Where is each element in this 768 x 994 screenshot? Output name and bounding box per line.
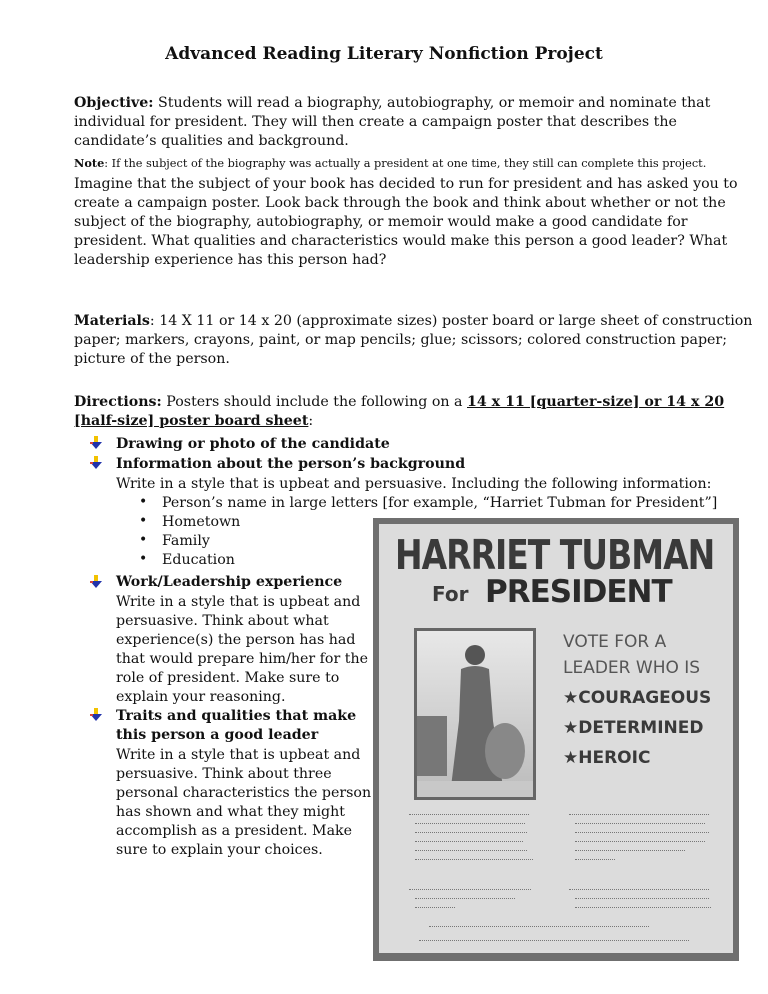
arrow-down-bullet-icon [89, 575, 103, 589]
item-heading: Traits and qualities that make [116, 708, 357, 724]
item-heading: Work/Leadership experience [116, 574, 343, 590]
bullet-icon: • [139, 494, 148, 510]
item-text: Write in a style that is upbeat and [116, 594, 361, 610]
bullet-icon: • [139, 532, 148, 548]
arrow-down-bullet-icon [89, 708, 103, 722]
imagine-line: Imagine that the subject of your book has decided to run for president and has asked you to [74, 176, 738, 192]
item-text: explain your reasoning. [116, 689, 286, 705]
sub-bullet: Person’s name in large letters [for example, “Harriet Tubman for President”] [162, 495, 718, 511]
item-text: that would prepare him/her for the [116, 651, 369, 667]
imagine-line: create a campaign poster. Look back through the book and think about whether or not the [74, 195, 726, 211]
item-text: persuasive. Think about what [116, 613, 329, 629]
poster-headline: HARRIET TUBMAN [395, 530, 715, 579]
item-text: sure to explain your choices. [116, 842, 323, 858]
sub-bullet: Hometown [162, 514, 241, 530]
imagine-line: president. What qualities and characteristics would make this person a good leader? What [74, 233, 728, 249]
imagine-line: leadership experience has this person had? [74, 252, 387, 268]
imagine-line: subject of the biography, autobiography, or memoir would make a good candidate for [74, 214, 688, 230]
arrow-down-bullet-icon [89, 436, 103, 450]
materials-line: picture of the person. [74, 351, 230, 367]
poster-trait: ★DETERMINED [563, 718, 704, 738]
star-icon: ★ [563, 688, 579, 708]
objective-line: Objective: Students will read a biography, autobiography, or memoir and nominate that [74, 95, 711, 111]
directions-line: Directions: Posters should include the following on a 14 x 11 [quarter-size] or 14 x 20 [74, 394, 725, 410]
poster-trait: ★HEROIC [563, 748, 651, 768]
materials-line: Materials: 14 X 11 or 14 x 20 (approximate sizes) poster board or large sheet of construction [74, 313, 753, 329]
star-icon: ★ [563, 748, 579, 768]
item-text: role of president. Make sure to [116, 670, 340, 686]
directions-line: [half-size] poster board sheet: [74, 413, 314, 429]
star-icon: ★ [563, 718, 579, 738]
item-heading: this person a good leader [116, 727, 319, 743]
campaign-poster-image [373, 518, 739, 961]
item-text: accomplish as a president. Make [116, 823, 353, 839]
poster-president: PRESIDENT [485, 574, 672, 610]
item-text: experience(s) the person has had [116, 632, 356, 648]
page-title: Advanced Reading Literary Nonfiction Project [165, 44, 603, 64]
item-heading: Drawing or photo of the candidate [116, 436, 390, 452]
candidate-photo [414, 628, 536, 800]
item-text: persuasive. Think about three [116, 766, 332, 782]
objective-line: candidate’s qualities and background. [74, 133, 349, 149]
sub-bullet: Family [162, 533, 210, 549]
item-text: Write in a style that is upbeat and persuasive. Including the following information: [116, 476, 712, 492]
poster-trait: ★COURAGEOUS [563, 688, 712, 708]
poster-vote-line: LEADER WHO IS [563, 658, 701, 678]
sub-bullet: Education [162, 552, 235, 568]
poster-for: For [432, 582, 469, 606]
bullet-icon: • [139, 551, 148, 567]
item-text: personal characteristics the person [116, 785, 372, 801]
objective-line: individual for president. They will then create a campaign poster that describes the [74, 114, 677, 130]
bullet-icon: • [139, 513, 148, 529]
materials-line: paper; markers, crayons, paint, or map pencils; glue; scissors; colored construction paper; [74, 332, 727, 348]
arrow-down-bullet-icon [89, 456, 103, 470]
item-heading: Information about the person’s background [116, 456, 466, 472]
poster-vote-line: VOTE FOR A [563, 632, 667, 652]
item-text: Write in a style that is upbeat and [116, 747, 361, 763]
note: Note: If the subject of the biography was actually a president at one time, they still can complete this project. [74, 156, 707, 170]
item-text: has shown and what they might [116, 804, 345, 820]
